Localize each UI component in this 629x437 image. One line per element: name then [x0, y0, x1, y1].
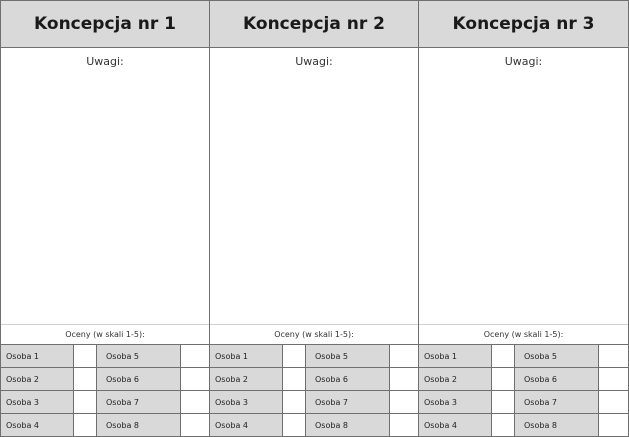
score-cell[interactable]	[492, 345, 515, 367]
score-cell[interactable]	[599, 368, 628, 390]
rating-row	[419, 368, 628, 391]
person-label: Osoba 1	[1, 345, 74, 367]
person-label: Osoba 3	[419, 391, 492, 413]
rating-grid	[1, 345, 209, 436]
score-cell[interactable]	[181, 414, 209, 436]
person-label: Osoba 4	[419, 414, 492, 436]
rating-row	[210, 345, 418, 368]
score-cell[interactable]	[283, 345, 306, 367]
person-label: Osoba 5	[306, 345, 390, 367]
notes-area[interactable]	[1, 48, 209, 325]
rating-row	[419, 414, 628, 436]
concept-title: Koncepcja nr 3	[419, 1, 628, 48]
score-cell[interactable]	[390, 391, 418, 413]
rating-row	[1, 368, 209, 391]
notes-label: Uwagi:	[504, 55, 543, 68]
score-cell[interactable]	[283, 414, 306, 436]
concept-title: Koncepcja nr 1	[1, 1, 209, 48]
score-cell[interactable]	[74, 345, 97, 367]
person-label: Osoba 3	[210, 391, 283, 413]
person-label: Osoba 7	[515, 391, 599, 413]
score-cell[interactable]	[492, 368, 515, 390]
concept-column-1	[1, 1, 210, 437]
concept-column-2	[210, 1, 419, 437]
score-cell[interactable]	[74, 414, 97, 436]
score-cell[interactable]	[74, 368, 97, 390]
score-cell[interactable]	[390, 368, 418, 390]
score-cell[interactable]	[283, 368, 306, 390]
score-cell[interactable]	[599, 345, 628, 367]
score-cell[interactable]	[181, 368, 209, 390]
person-label: Osoba 7	[306, 391, 390, 413]
rating-row	[1, 345, 209, 368]
person-label: Osoba 8	[97, 414, 181, 436]
score-cell[interactable]	[390, 414, 418, 436]
person-label: Osoba 4	[210, 414, 283, 436]
score-cell[interactable]	[599, 391, 628, 413]
person-label: Osoba 8	[306, 414, 390, 436]
person-label: Osoba 2	[419, 368, 492, 390]
person-label: Osoba 6	[306, 368, 390, 390]
person-label: Osoba 1	[210, 345, 283, 367]
score-cell[interactable]	[283, 391, 306, 413]
score-cell[interactable]	[181, 391, 209, 413]
person-label: Osoba 8	[515, 414, 599, 436]
rating-grid	[210, 345, 418, 436]
notes-area[interactable]	[210, 48, 418, 325]
concept-title: Koncepcja nr 2	[210, 1, 418, 48]
rating-row	[419, 345, 628, 368]
rating-scale-label: Oceny (w skali 1-5):	[210, 325, 418, 345]
notes-label: Uwagi:	[86, 55, 124, 68]
person-label: Osoba 5	[97, 345, 181, 367]
person-label: Osoba 2	[210, 368, 283, 390]
score-cell[interactable]	[599, 414, 628, 436]
rating-scale-label: Oceny (w skali 1-5):	[419, 325, 628, 345]
person-label: Osoba 5	[515, 345, 599, 367]
notes-area[interactable]	[419, 48, 628, 325]
concept-column-3	[419, 1, 629, 437]
score-cell[interactable]	[492, 391, 515, 413]
notes-label: Uwagi:	[295, 55, 333, 68]
person-label: Osoba 7	[97, 391, 181, 413]
rating-row	[210, 368, 418, 391]
rating-row	[419, 391, 628, 414]
rating-row	[210, 391, 418, 414]
person-label: Osoba 3	[1, 391, 74, 413]
person-label: Osoba 1	[419, 345, 492, 367]
rating-row	[210, 414, 418, 436]
score-cell[interactable]	[74, 391, 97, 413]
person-label: Osoba 4	[1, 414, 74, 436]
score-cell[interactable]	[492, 414, 515, 436]
score-cell[interactable]	[390, 345, 418, 367]
person-label: Osoba 6	[97, 368, 181, 390]
rating-row	[1, 391, 209, 414]
rating-scale-label: Oceny (w skali 1-5):	[1, 325, 209, 345]
rating-grid	[419, 345, 628, 436]
person-label: Osoba 6	[515, 368, 599, 390]
rating-row	[1, 414, 209, 436]
score-cell[interactable]	[181, 345, 209, 367]
person-label: Osoba 2	[1, 368, 74, 390]
